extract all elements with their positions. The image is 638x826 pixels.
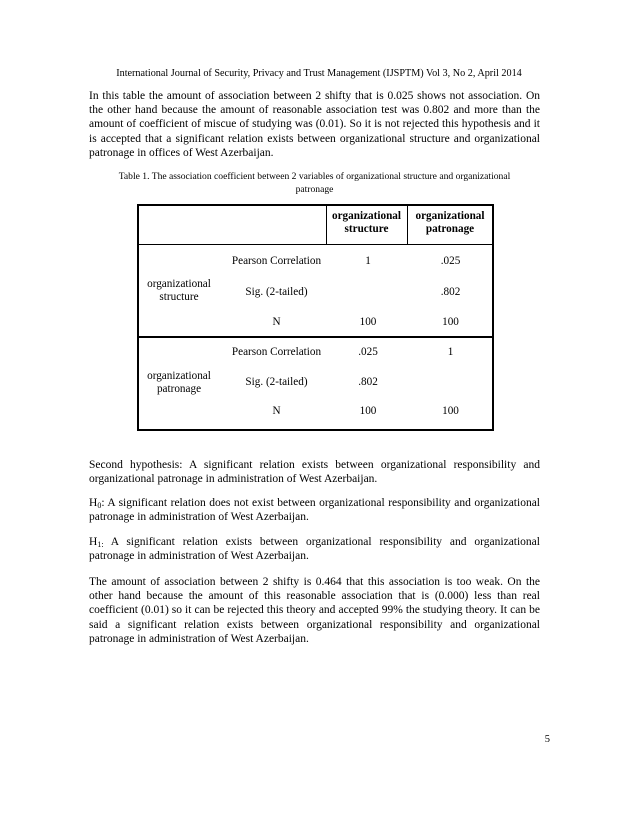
table-cell: .025 (358, 346, 378, 358)
row-group-label-patronage: organizational patronage (147, 370, 211, 395)
alt-hypothesis-paragraph: $H_{1:}$ A significant relation exists between organizational responsibility and organizational patronage in administration of West Azerbaijan. (89, 536, 540, 563)
table-cell: 100 (359, 316, 377, 328)
correlation-table (137, 204, 494, 431)
table-cell: 1 (447, 346, 454, 358)
table-caption-line2: patronage (295, 184, 334, 195)
stat-label: Sig. (2-tailed) (245, 376, 308, 388)
stat-label: N (272, 405, 281, 417)
table-cell: .802 (358, 376, 378, 388)
table-cell: .025 (440, 255, 461, 267)
null-hypothesis-paragraph: $H_0$: A significant relation does not exist between organizational responsibility and organizational patronage in administration of West Azerbaijan. (89, 497, 540, 524)
table-cell: 100 (359, 405, 377, 417)
page-number: 5 (544, 734, 550, 745)
table-cell: 1 (365, 255, 371, 267)
stat-label: Sig. (2-tailed) (245, 286, 308, 298)
second-hypothesis-paragraph: Second hypothesis: A significant relation exists between organizational responsibility and organizational patronage in administration of West Azerbaijan. (89, 459, 540, 486)
table-cell: 100 (442, 405, 459, 417)
conclusion-paragraph: The amount of association between 2 shifty is 0.464 that this association is too weak. On the other hand because the amount of this reasonable association that is (0.000) less than real coefficient (0.01) so it can be rejected this theory and accepted 99% the studying theory. It can be said a significant relation exists between organizational responsibility and organizational patronage in administration of West Azerbaijan. (89, 576, 540, 645)
table-cell: 100 (442, 316, 459, 328)
table-caption (89, 170, 540, 196)
journal-header: International Journal of Security, Privacy and Trust Management (IJSPTM) Vol 3, No 2, April 2014 (116, 68, 522, 79)
col-header-patronage: organizational patronage (415, 210, 485, 235)
table-cell: .802 (440, 286, 461, 298)
col-header-structure: organizational structure (332, 210, 401, 235)
intro-paragraph: In this table the amount of association between 2 shifty that is 0.025 shows not association. On the other hand because the amount of reasonable association test was 0.802 and more than the amount of coefficient of miscue of studying was (0.01). So it is not rejected this hypothesis and it is accepted that a significant relation exists between organizational structure and organizational patronage in offices of West Azerbaijan. (89, 90, 540, 159)
stat-label: N (272, 316, 281, 328)
stat-label: Pearson Correlation (231, 255, 322, 267)
table-caption-line1: Table 1. The association coefficient between 2 variables of organizational structure and organizational (118, 171, 511, 182)
row-group-label-structure: organizational structure (147, 278, 211, 303)
stat-label: Pearson Correlation (231, 346, 322, 358)
